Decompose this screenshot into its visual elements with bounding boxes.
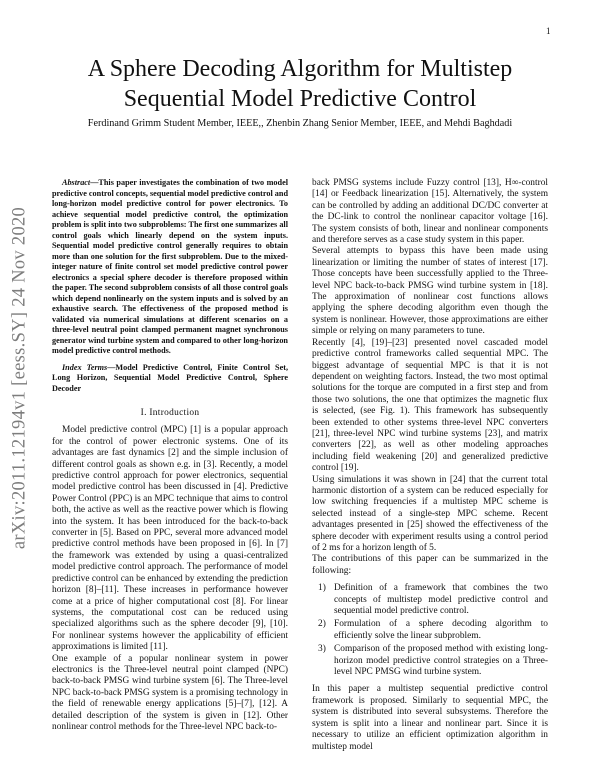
abstract	[52, 178, 288, 357]
list-item	[312, 644, 548, 678]
list-number: 2)	[318, 619, 326, 630]
arxiv-sidebar	[6, 178, 34, 578]
list-number: 1)	[318, 583, 326, 594]
body-paragraph: Model predictive control (MPC) [1] is a popular approach for the control of power electronic systems. One of its advantages are fast dynamics [2] and the simple inclusion of different control goals as shown e.g. in [3]. Recently, a model predictive control approach for power electronics, sequential model predictive control has been discussed in [4]. Predictive Power Control (PPC) is an MPC technique that aims to control both, the active as well as the reactive power which is flowing into the system. It has been introduced for the back-to-back converter in [5]. Based on PPC, several more advanced model predictive control methods have been proposed in [6]. In [7] the framework was extended by using a quasi-centralized model predictive control approach. The performance of model predictive control can be enhanced by extending the prediction horizon [8]–[11]. These increases in performance however come at a price of higher computational cost [8]. For linear systems, the computational cost can be reduced using specialized algorithms such as the sphere decoder [9], [10]. For nonlinear systems however the applicability of efficient approximations is limited [11].	[52, 425, 288, 653]
list-item-text: Comparison of the proposed method with existing long-horizon model predictive control strategies on a Three-level NPC PMSG wind turbine system.	[334, 644, 548, 678]
body-paragraph: Using simulations it was shown in [24] that the current total harmonic distortion of a system can be reduced especially for low switching frequencies if a multistep MPC scheme is selected instead of a single-step MPC scheme. Recent advantages presented in [25] showed the effectiveness of the sphere decoder with experiment results using a control period of 2 ms for a horizon length of 5.	[312, 474, 548, 553]
index-terms-text: —Model Predictive Control, Finite Control Set, Long Horizon, Sequential Model Predictive Control, Sphere Decoder	[52, 362, 288, 393]
index-terms-label: Index Terms	[62, 362, 108, 372]
body-paragraph: Recently [4], [19]–[23] presented novel cascaded model predictive control frameworks called sequential MPC. The biggest advantage of sequential MPC is that it is not dependent on weighting factors. Instead, the two most optimal solutions for the torque are computed in a first step and from those two solutions, the one that optimizes the magnetic flux is selected, (see Fig. 1). This framework has subsequently been extended to other systems three-level NPC converters [21], three-level NPC wind turbine systems [23], and matrix converters [22], as well as other modeling approaches including field weakening [20] and generalized predictive control [19].	[312, 337, 548, 474]
paper-title: A Sphere Decoding Algorithm for Multistep Sequential Model Predictive Control	[87, 56, 513, 112]
left-column	[52, 178, 288, 733]
author-line: Ferdinand Grimm Student Member, IEEE,, Zhenbin Zhang Senior Member, IEEE, and Mehdi Baghdadi	[87, 118, 513, 129]
right-column	[312, 178, 548, 753]
arxiv-identifier: arXiv:2011.12194v1 [eess.SY] 24 Nov 2020	[9, 206, 30, 550]
section-heading: I. Introduction	[140, 408, 200, 418]
list-item	[312, 583, 548, 617]
list-item	[312, 619, 548, 642]
list-item-text: Formulation of a sphere decoding algorithm to efficiently solve the linear subproblem.	[334, 619, 548, 641]
body-paragraph: In this paper a multistep sequential predictive control framework is proposed. Similarly to sequential MPC, the system is distributed into several subsystems. Therefore the system is split into a linear and nonlinear part. Since it is necessary to utilize an efficient optimization algorithm in multistep model	[312, 684, 548, 752]
abstract-label: Abstract	[62, 178, 91, 187]
contributions-list	[312, 583, 548, 678]
page-number: 1	[546, 26, 551, 36]
abstract-text: —This paper investigates the combination of two model predictive control concepts, sequential model predictive control and long-horizon model predictive control for power electronics. To achieve sequential model predictive control, the optimization problem is split into two subproblems: The first one summarizes all control goals which linearly depend on the system inputs. Sequential model predictive control generally requires to obtain more than one solution for the first subproblem. Due to the mixed-integer nature of finite control set model predictive control power electronics a special sphere decoder is therefore proposed within the paper. The second subproblem consists of all those control goals which depend nonlinearly on the system inputs and is solved by an exhaustive search. The effectiveness of the proposed method is validated via numerical simulations at different scenarios on a three-level neutral point clamped permanent magnet synchronous generator wind turbine system and compared to other long-horizon model predictive control methods.	[52, 178, 288, 355]
index-terms	[52, 363, 288, 395]
list-item-text: Definition of a framework that combines the two concepts of multistep model predictive control and sequential model predictive control.	[334, 583, 548, 617]
body-paragraph: back PMSG systems include Fuzzy control [13], H∞-control [14] or Feedback linearization [15]. Alternatively, the system can be controlled by adding an additional DC/DC converter at the DC-link to control the nonlinear capacitor voltage [16]. The system consists of both, linear and nonlinear components and therefore serves as a case study system in this paper.	[312, 178, 548, 246]
body-paragraph: One example of a popular nonlinear system in power electronics is the Three-level neutral point clamped (NPC) back-to-back PMSG wind turbine system [6]. The Three-level NPC back-to-back PMSG system is a promising technology in the field of renewable energy applications [5]–[7], [12]. A detailed description of the system is given in [12]. Other nonlinear control methods for the Three-level NPC back-to-	[52, 653, 288, 732]
list-number: 3)	[318, 644, 326, 655]
body-paragraph: Several attempts to bypass this have been made using linearization or limiting the number of states of interest [17]. Those concepts have been successfully applied to the Three-level NPC back-to-back PMSG wind turbine system in [18]. The approximation of nonlinear cost functions allows applying the sphere decoding algorithm even though the system is nonlinear. However, those approximations are either simple or relying on many parameters to tune.	[312, 246, 548, 337]
body-paragraph: The contributions of this paper can be summarized in the following:	[312, 554, 548, 576]
